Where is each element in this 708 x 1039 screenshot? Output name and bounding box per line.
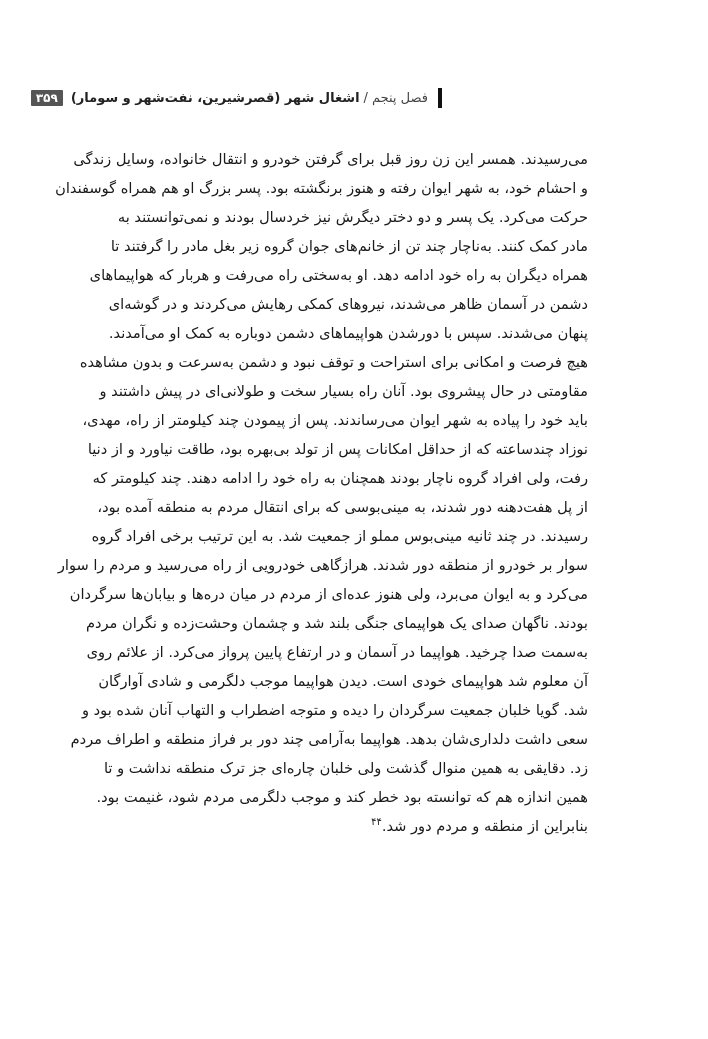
paragraph-line <box>82 406 588 435</box>
paragraph-line <box>120 812 588 841</box>
paragraph-line <box>69 580 588 609</box>
footnote-marker: ۴۴ <box>371 817 382 829</box>
running-header <box>35 86 442 110</box>
line-text: آن معلوم شد هواپیمای خودی است. دیدن هواپیما موجب دلگرمی و شادی آوارگان <box>98 673 588 690</box>
line-text: می‌کرد و به ایوان می‌برد، ولی هنوز عده‌ای از مردم در میان دره‌ها و بیابان‌ها سرگردان <box>69 586 588 603</box>
line-text: می‌رسیدند. همسر این زن روز قبل برای گرفتن خودرو و انتقال خانواده، وسایل زندگی <box>73 151 588 168</box>
line-text: رفت، ولی افراد گروه ناچار بودند همچنان به راه خود را ادامه دهند. چند کیلومتر که <box>92 470 588 487</box>
line-text: باید خود را پیاده به شهر ایوان می‌رساندند. پس از پیمودن چند کیلومتر از راه، مهدی، <box>82 412 588 429</box>
line-text: پنهان می‌شدند. سپس با دورشدن هواپیماهای دشمن دوباره به کمک او می‌آمدند. <box>108 325 588 342</box>
paragraph-line <box>86 638 588 667</box>
line-text: سوار بر خودرو از منطقه دور شدند. هرازگاهی خودرویی از راه می‌رسید و مردم را سوار <box>57 557 588 574</box>
paragraph-line <box>92 464 588 493</box>
line-text: سعی داشت دلداری‌شان بدهد. هواپیما به‌آرامی چند دور بر فراز منطقه و اطراف مردم <box>70 731 588 748</box>
line-text: نوزاد چندساعته که از حداقل امکانات پس از تولد بی‌بهره بود، طاقت نیاورد و از دنیا <box>87 441 588 458</box>
line-text: همین اندازه هم که توانسته بود خطر کند و موجب دلگرمی مردم شود، غنیمت بود. <box>96 789 588 806</box>
line-text: همراه دیگران به راه خود ادامه دهد. او به‌سختی راه می‌رفت و هربار که هواپیماهای <box>89 267 588 284</box>
chapter-label: فصل پنجم <box>371 90 428 106</box>
paragraph-line <box>99 377 588 406</box>
page-number: ۳۵۹ <box>31 90 63 106</box>
line-text: شد. گویا خلبان جمعیت سرگردان را دیده و متوجه اضطراب و التهاب آنان شده بود و <box>81 702 588 719</box>
paragraph-line <box>103 754 588 783</box>
line-text: زد. دقایقی به همین منوال گذشت ولی خلبان چاره‌ای جز ترک منطقه نداشت و تا <box>103 760 588 777</box>
paragraph-line <box>85 609 588 638</box>
paragraph-line <box>108 319 588 348</box>
paragraph-line <box>108 290 588 319</box>
paragraph-line <box>87 435 588 464</box>
paragraph-line <box>98 667 588 696</box>
body-text <box>55 145 588 841</box>
paragraph-line <box>79 348 588 377</box>
paragraph-line <box>73 145 588 174</box>
paragraph-line <box>89 261 588 290</box>
line-text: به‌سمت صدا چرخید. هواپیما در آسمان و در ارتفاع پایین پرواز می‌کرد. از علائم روی <box>86 644 588 661</box>
line-text: مقاومتی در حال پیشروی بود. آنان راه بسیار سخت و طولانی‌ای در پیش داشتند و <box>99 383 588 400</box>
paragraph-line <box>55 174 588 203</box>
paragraph-line <box>96 783 588 812</box>
line-text: حرکت می‌کرد. یک پسر و دو دختر دیگرش نیز خردسال بودند و نمی‌توانستند به <box>117 209 588 226</box>
header-bar <box>438 88 442 108</box>
line-text: مادر کمک کنند. به‌ناچار چند تن از خانم‌های جوان گروه زیر بغل مادر را گرفتند تا <box>110 238 588 255</box>
line-text: از پل هفت‌دهنه دور شدند، به مینی‌بوسی که برای انتقال مردم به منطقه آمده بود، <box>97 499 588 516</box>
paragraph-line <box>70 725 588 754</box>
line-text: و احشام خود، به شهر ایوان رفته و هنوز برنگشته بود. پسر بزرگ او هم همراه گوسفندان <box>55 180 588 197</box>
line-text: بودند. ناگهان صدای یک هواپیمای جنگی بلند شد و چشمان وحشت‌زده و نگران مردم <box>85 615 588 632</box>
paragraph-line <box>117 203 588 232</box>
header-separator: / <box>363 90 368 106</box>
paragraph-line <box>57 551 588 580</box>
chapter-subject: اشغال شهر (قصرشیرین، نفت‌شهر و سومار) <box>70 90 360 106</box>
paragraph-line <box>97 493 588 522</box>
line-text: بنابراین از منطقه و مردم دور شد. <box>381 818 588 835</box>
paragraph-line <box>110 232 588 261</box>
paragraph-line <box>81 696 588 725</box>
line-text: رسیدند. در چند ثانیه مینی‌بوس مملو از جمعیت شد. به این ترتیب برخی افراد گروه <box>91 528 588 545</box>
line-text: دشمن در آسمان ظاهر می‌شدند، نیروهای کمکی رهایش می‌کردند و در گوشه‌ای <box>108 296 588 313</box>
line-text: هیچ فرصت و امکانی برای استراحت و توقف نبود و دشمن به‌سرعت و بدون مشاهده <box>79 354 588 371</box>
paragraph-line <box>91 522 588 551</box>
